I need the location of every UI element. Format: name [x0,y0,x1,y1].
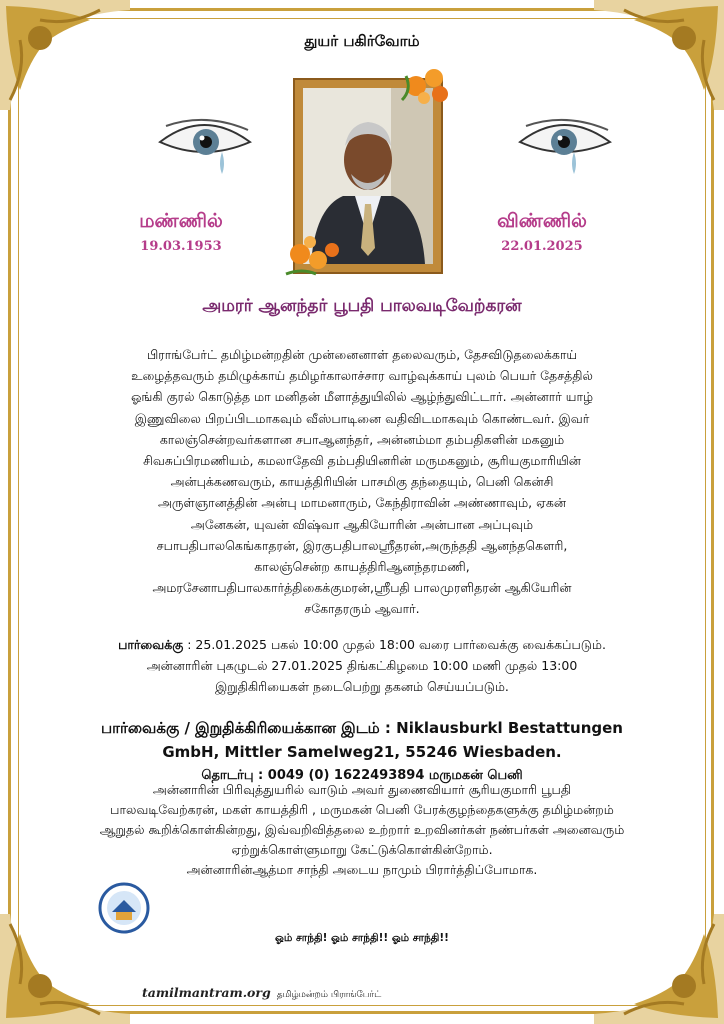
venue-address: GmbH, Mittler Samelweg21, 55246 Wiesbaden. [162,743,562,761]
corner-ornament [594,914,724,1024]
footer-site[interactable]: tamilmantram.org [142,985,271,1000]
birth-date: 19.03.1953 [140,239,222,254]
venue-details [40,716,684,788]
closing-line: அன்னாரின்ஆத்மா சாந்தி அடைய நாமும் பிரார்த்திப்போமாக. [186,862,538,877]
closing-message [40,780,684,880]
corner-ornament [594,0,724,110]
death-label: விண்ணில் [497,210,587,232]
flower-decoration [282,234,342,278]
birth-label: மண்ணில் [139,210,223,232]
bio-line: காலஞ்சென்ற காயத்திரிஆனந்தரமணி, [254,559,470,575]
closing-line: பாலவடிவேற்கரன், மகள் காயத்திரி , மருமகன் பெனி பேரக்குழந்தைகளுக்கு தமிழ்மன்றம் [110,802,614,817]
flower-decoration [396,64,456,108]
deceased-name: அமரர் ஆனந்தர் பூபதி பாலவடிவேற்கரன் [202,296,522,316]
bio-line: அன்புக்கணவரும், காயத்திரியின் பாசமிகு தந்தையும், பெனி கென்சி [170,474,554,490]
viewing-label: பார்வைக்கு [118,637,184,652]
bio-line: காலஞ்சென்றவர்களான சபாஆனந்தர், அன்னம்மா தம்பதிகளின் மகனும் [159,431,565,447]
viewing-line [50,634,674,655]
venue-label: பார்வைக்கு / இறுதிக்கிரியைக்கான இடம் : [101,719,391,737]
bio-line: அனேகன், யுவன் விஷ்வா ஆகியோரின் அன்பான அப்புவும் [190,516,534,532]
teardrop-eye-icon [516,112,614,178]
bio-line: சபாபதிபாலகெங்காதரன், இரகுபதிபாலஸ்ரீதரன்,அருந்ததி ஆனந்தகௌரி, [156,537,568,553]
closing-line: ஆறுதல் கூறிக்கொள்கின்றது, இவ்வறிவித்தலை உற்றார் உறவினர்கள் நண்பர்கள் அனைவரும் [99,822,625,837]
teardrop-eye-icon [156,112,254,178]
bio-line: ஓங்கி குரல் கொடுத்த மா மனிதன் மீளாத்துயிலில் ஆழ்ந்துவிட்டார். அன்னார் யாழ் [130,389,594,405]
bio-line: சகோதரரும் ஆவார். [304,601,420,617]
birth-date-block [121,210,241,254]
footer-org: தமிழ்மன்றம் பிராங்பேர்ட் [276,990,382,1000]
bio-line: இணுவிலை பிறப்பிடமாகவும் வீஸ்பாடினை வதிவிடமாகவும் கொண்டவர். இவர் [134,410,590,426]
venue-line: Niklausburkl Bestattungen [396,719,623,737]
cremation-line: அன்னாரின் புகழுடல் 27.01.2025 திங்கட்கிழமை 10:00 மணி முதல் 13:00 [146,658,578,673]
notice-header: துயர் பகிர்வோம் [304,32,420,50]
bio-line: அருள்ஞானத்தின் அன்பு மாமனாரும், கேந்திராவின் அண்ணாவும், ஏகன் [158,495,566,511]
om-shanti: ஓம் சாந்தி! ஓம் சாந்தி!! ஓம் சாந்தி!! [275,932,449,944]
bio-line: பிராங்பேர்ட் தமிழ்மன்றதின் முன்னைனாள் தலைவரும், தேசவிடுதலைக்காய் [146,347,578,362]
cremation-line: இறுதிகிரியைகள் நடைபெற்று தகனம் செய்யப்படும். [215,679,509,694]
biography [60,344,664,620]
viewing-time: : 25.01.2025 பகல் 10:00 முதல் 18:00 வரை பார்வைக்கு வைக்கப்படும். [187,637,606,652]
bio-line: அமரசேனாபதிபாலகார்த்திகைக்குமரன்,ஸ்ரீபதி பாலமுரளிதரன் ஆகியேரின் [152,580,572,596]
contact-line: தொடர்பு : 0049 (0) 1622493894 மருமகன் பெனி [201,768,523,783]
footer [142,985,381,1001]
bio-line: உழைத்தவரும் தமிழுக்காய் தமிழர்காலாச்சார வாழ்வுக்காய் புலம் பெயர் தேசத்தில் [131,368,593,384]
death-date-block [482,210,602,254]
death-date: 22.01.2025 [501,239,583,254]
corner-ornament [0,0,130,110]
viewing-details [50,634,674,697]
tamil-mantram-logo [98,882,150,934]
bio-line: சிவசுப்பிரமணியம், கமலாதேவி தம்பதியினரின் மருமகனும், சூரியகுமாரியின் [143,453,581,469]
closing-line: ஏற்றுக்கொள்ளுமாறு கேட்டுக்கொள்கின்றோம். [231,842,493,857]
closing-line: அன்னாரின் பிரிவுத்துயரில் வாடும் அவர் துணைவியார் சூரியகுமாரி பூபதி [152,782,572,797]
